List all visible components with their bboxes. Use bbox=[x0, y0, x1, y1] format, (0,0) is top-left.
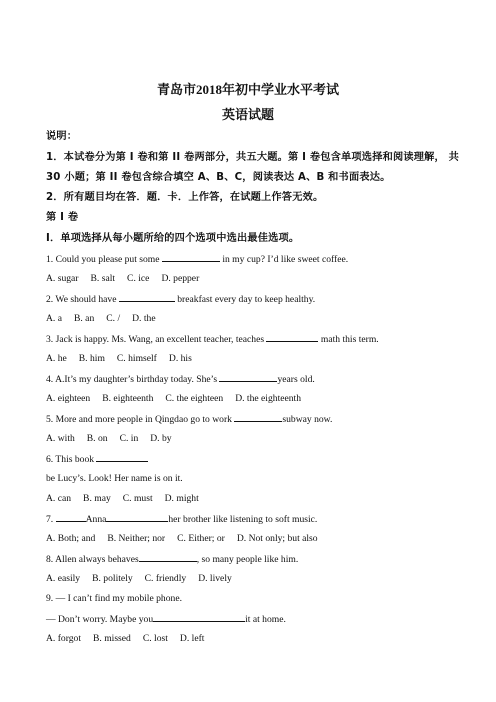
instructions-label: 说明： bbox=[46, 131, 78, 142]
option-b: B. him bbox=[78, 353, 105, 364]
option-c: C. lost bbox=[142, 633, 168, 644]
answer-blank bbox=[234, 412, 282, 422]
question-1-options bbox=[46, 272, 456, 285]
option-a: A. easily bbox=[46, 573, 81, 584]
option-b: B. eighteenth bbox=[102, 393, 154, 404]
option-d: D. the eighteenth bbox=[235, 393, 302, 404]
instructions-line-1: 1．本试卷分为第 I 卷和第 II 卷两部分，共五大题。第 I 卷包含单项选择和阅读理解， 共 bbox=[46, 152, 460, 163]
answer-blank bbox=[139, 552, 197, 562]
answer-blank bbox=[162, 252, 220, 262]
option-d: D. the bbox=[132, 313, 156, 324]
option-d: D. by bbox=[150, 433, 172, 444]
answer-blank bbox=[106, 512, 168, 522]
instructions-line-3: 2．所有题目均在答．题．卡．上作答，在试题上作答无效。 bbox=[46, 192, 324, 203]
question-9-continuation: — Don’t worry. Maybe you it at home. bbox=[46, 614, 286, 625]
option-a: A. with bbox=[46, 433, 75, 444]
question-4: 4. A.It’s my daughter’s birthday today. She’s years old. bbox=[46, 374, 315, 385]
question-1: 1. Could you please put some in my cup? I’d like sweet coffee. bbox=[46, 254, 349, 265]
option-b: B. missed bbox=[93, 633, 131, 644]
question-9: 9. — I can’t find my mobile phone. bbox=[46, 593, 182, 604]
question-7-options bbox=[46, 532, 456, 545]
option-a: A. forgot bbox=[46, 633, 81, 644]
option-a: A. eighteen bbox=[46, 393, 91, 404]
option-d: D. left bbox=[179, 633, 205, 644]
question-3-options bbox=[46, 352, 456, 365]
question-8-options bbox=[46, 572, 456, 585]
question-5-options bbox=[46, 432, 456, 445]
option-a: A. he bbox=[46, 353, 67, 364]
section-heading: I．单项选择从每小题所给的四个选项中选出最佳选项。 bbox=[46, 233, 300, 244]
option-c: C. / bbox=[106, 313, 121, 324]
option-c: C. the eighteen bbox=[165, 393, 224, 404]
answer-blank bbox=[266, 332, 318, 342]
option-c: C. himself bbox=[116, 353, 157, 364]
question-6-continuation: be Lucy’s. Look! Her name is on it. bbox=[46, 473, 183, 484]
option-b: B. Neither; nor bbox=[107, 533, 166, 544]
option-a: A. can bbox=[46, 493, 72, 504]
question-7: 7. Anna her brother like listening to soft music. bbox=[46, 514, 318, 525]
option-d: D. Not only; but also bbox=[236, 533, 318, 544]
question-4-options bbox=[46, 392, 456, 405]
option-c: C. must bbox=[122, 493, 153, 504]
question-6: 6. This book bbox=[46, 452, 456, 466]
question-9-options bbox=[46, 632, 456, 645]
option-b: B. an bbox=[73, 313, 95, 324]
answer-blank bbox=[219, 372, 277, 382]
option-a: A. Both; and bbox=[46, 533, 96, 544]
option-b: B. politely bbox=[92, 573, 133, 584]
question-5: 5. More and more people in Qingdao go to work subway now. bbox=[46, 414, 333, 425]
answer-blank bbox=[96, 452, 148, 462]
option-d: D. lively bbox=[198, 573, 232, 584]
answer-blank bbox=[119, 292, 175, 302]
option-b: B. salt bbox=[90, 273, 116, 284]
question-6-options bbox=[46, 492, 456, 505]
question-8: 8. Allen always behaves , so many people like him. bbox=[46, 554, 299, 565]
section-label: 第 I 卷 bbox=[46, 212, 79, 223]
option-d: D. pepper bbox=[161, 273, 200, 284]
instructions-line-2: 30 小题；第 II 卷包含综合填空 A、B、C，阅读表达 A、B 和书面表达。 bbox=[46, 172, 391, 183]
option-c: C. Either; or bbox=[177, 533, 225, 544]
page-title: 青岛市2018年初中学业水平考试 bbox=[156, 82, 339, 97]
option-d: D. his bbox=[168, 353, 192, 364]
option-c: C. friendly bbox=[144, 573, 187, 584]
option-a: A. sugar bbox=[46, 273, 79, 284]
option-b: B. may bbox=[83, 493, 111, 504]
question-3: 3. Jack is happy. Ms. Wang, an excellent teacher, teaches math this term. bbox=[46, 334, 379, 345]
question-2: 2. We should have breakfast every day to keep healthy. bbox=[46, 294, 316, 305]
option-c: C. in bbox=[119, 433, 139, 444]
option-c: C. ice bbox=[127, 273, 150, 284]
option-b: B. on bbox=[86, 433, 108, 444]
page-subtitle: 英语试题 bbox=[221, 107, 274, 122]
answer-blank bbox=[56, 512, 86, 522]
option-d: D. might bbox=[164, 493, 199, 504]
question-2-options bbox=[46, 312, 456, 325]
answer-blank bbox=[153, 612, 245, 622]
option-a: A. a bbox=[46, 313, 62, 324]
